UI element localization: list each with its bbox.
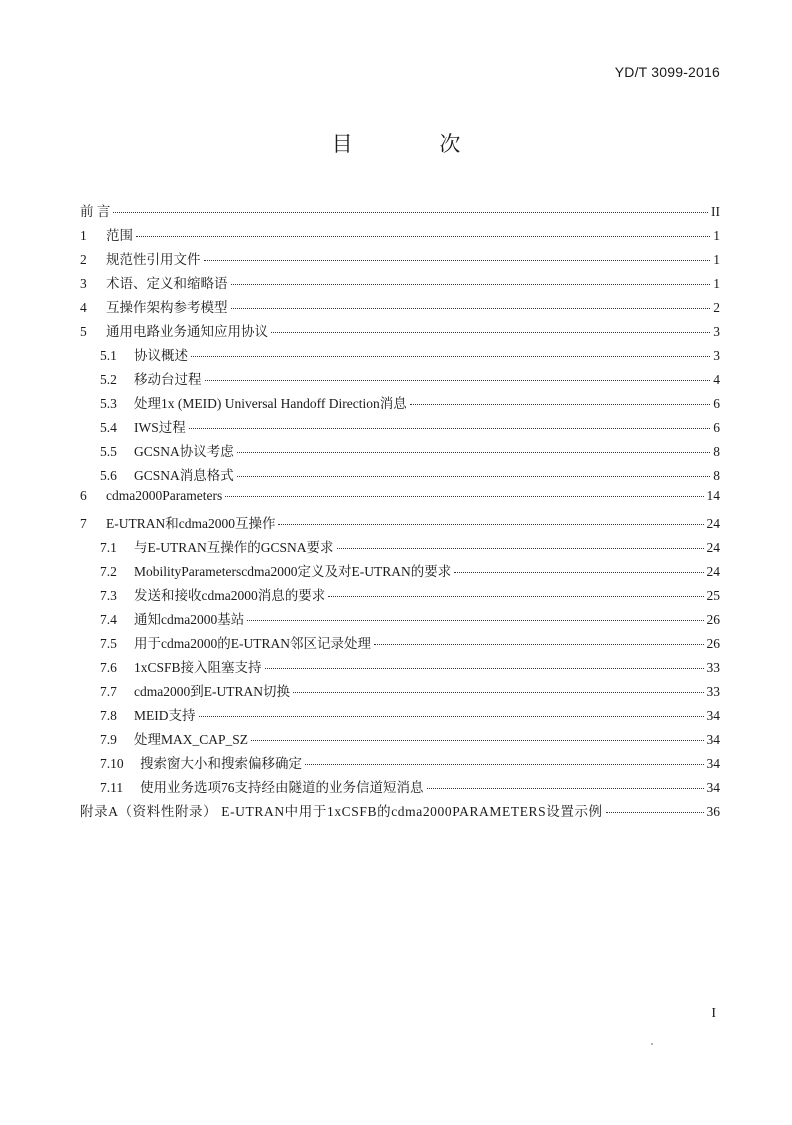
toc-entry-title: 移动台过程 bbox=[134, 372, 202, 387]
toc-entry-page: 33 bbox=[706, 660, 720, 675]
toc-entry-page: 25 bbox=[706, 588, 720, 603]
toc-entry-number: 4 bbox=[80, 300, 87, 315]
toc-entry-number: 5.6 bbox=[100, 468, 117, 483]
toc-entry-number: 6 bbox=[80, 488, 87, 503]
toc-leader-dots bbox=[237, 452, 710, 453]
toc-entry[interactable] bbox=[80, 320, 720, 344]
toc-entry[interactable] bbox=[80, 704, 720, 728]
toc-leader-dots bbox=[305, 764, 704, 765]
toc-entry-title: 与E-UTRAN互操作的GCSNA要求 bbox=[134, 540, 334, 555]
toc-entry-page: 4 bbox=[713, 372, 720, 387]
document-code: YD/T 3099-2016 bbox=[614, 64, 720, 80]
toc-leader-dots bbox=[247, 620, 703, 621]
toc-leader-dots bbox=[205, 380, 711, 381]
toc-entry-title: IWS过程 bbox=[134, 420, 186, 435]
toc-entry-page: 36 bbox=[706, 804, 720, 819]
toc-entry-title: 附录A（资料性附录） E-UTRAN中用于1xCSFB的cdma2000PARAMETERS设置示例 bbox=[80, 804, 603, 819]
toc-entry-page: 3 bbox=[713, 348, 720, 363]
toc-entry[interactable] bbox=[80, 536, 720, 560]
toc-entry-page: 34 bbox=[706, 708, 720, 723]
toc-entry-title: 前 言 bbox=[80, 204, 111, 219]
toc-entry-number: 7.5 bbox=[100, 636, 117, 651]
toc-entry-title: MEID支持 bbox=[134, 708, 196, 723]
toc-entry-title: 搜索窗大小和搜索偏移确定 bbox=[140, 756, 302, 771]
toc-entry-title: GCSNA协议考虑 bbox=[134, 444, 234, 459]
toc-entry-number: 5.2 bbox=[100, 372, 117, 387]
toc-entry-title: 规范性引用文件 bbox=[106, 252, 201, 267]
toc-entry-title: 1xCSFB接入阻塞支持 bbox=[134, 660, 262, 675]
toc-entry-title: 使用业务选项76支持经由隧道的业务信道短消息 bbox=[140, 780, 424, 795]
toc-entry[interactable] bbox=[80, 656, 720, 680]
toc-leader-dots bbox=[410, 404, 711, 405]
toc-entry-title: 范围 bbox=[106, 228, 133, 243]
toc-entry-title: 术语、定义和缩略语 bbox=[106, 276, 228, 291]
toc-entry[interactable] bbox=[80, 440, 720, 464]
toc-entry-number: 5.4 bbox=[100, 420, 117, 435]
toc-leader-dots bbox=[427, 788, 704, 789]
toc-entry[interactable] bbox=[80, 512, 720, 536]
toc-entry-title: 发送和接收cdma2000消息的要求 bbox=[134, 588, 326, 603]
toc-entry-page: 34 bbox=[706, 732, 720, 747]
toc-entry-title: cdma2000到E-UTRAN切换 bbox=[134, 684, 290, 699]
toc-entry[interactable] bbox=[80, 632, 720, 656]
toc-entry-title: MobilityParameterscdma2000定义及对E-UTRAN的要求 bbox=[134, 564, 452, 579]
toc-entry[interactable] bbox=[80, 416, 720, 440]
toc-entry-number: 2 bbox=[80, 252, 87, 267]
toc-entry-number: 7.3 bbox=[100, 588, 117, 603]
toc-entry[interactable] bbox=[80, 368, 720, 392]
toc-entry[interactable] bbox=[80, 584, 720, 608]
toc-entry[interactable] bbox=[80, 344, 720, 368]
scan-speck bbox=[651, 1043, 653, 1045]
toc-entry[interactable] bbox=[80, 248, 720, 272]
toc-entry-page: 1 bbox=[713, 228, 720, 243]
toc-entry[interactable] bbox=[80, 488, 720, 512]
toc-leader-dots bbox=[251, 740, 703, 741]
toc-entry[interactable] bbox=[80, 296, 720, 320]
toc-leader-dots bbox=[136, 236, 710, 237]
toc-entry-page: 1 bbox=[713, 276, 720, 291]
toc-entry[interactable] bbox=[80, 224, 720, 248]
toc-entry[interactable] bbox=[80, 272, 720, 296]
toc-entry-title: GCSNA消息格式 bbox=[134, 468, 234, 483]
toc-entry-number: 3 bbox=[80, 276, 87, 291]
toc-entry[interactable] bbox=[80, 200, 720, 224]
toc-entry-title: 处理1x (MEID) Universal Handoff Direction消息 bbox=[134, 396, 407, 411]
toc-entry-page: 26 bbox=[706, 636, 720, 651]
toc-leader-dots bbox=[231, 308, 711, 309]
toc-entry-page: 8 bbox=[713, 468, 720, 483]
toc-entry-title: 通用电路业务通知应用协议 bbox=[106, 324, 268, 339]
toc-entry-page: 2 bbox=[713, 300, 720, 315]
toc-leader-dots bbox=[191, 356, 710, 357]
toc-leader-dots bbox=[113, 212, 708, 213]
toc-entry-number: 7.11 bbox=[100, 780, 124, 795]
toc-entry-page: 6 bbox=[713, 420, 720, 435]
toc-entry[interactable] bbox=[80, 680, 720, 704]
toc-entry-title: 通知cdma2000基站 bbox=[134, 612, 245, 627]
toc-leader-dots bbox=[293, 692, 704, 693]
toc-entry-page: 34 bbox=[706, 780, 720, 795]
toc-entry[interactable] bbox=[80, 608, 720, 632]
toc-entry-page: 24 bbox=[706, 540, 720, 555]
toc-entry-number: 7.7 bbox=[100, 684, 117, 699]
toc-leader-dots bbox=[189, 428, 711, 429]
toc-entry-page: 26 bbox=[706, 612, 720, 627]
toc-entry-page: 6 bbox=[713, 396, 720, 411]
toc-entry[interactable] bbox=[80, 392, 720, 416]
toc-entry[interactable] bbox=[80, 752, 720, 776]
toc-leader-dots bbox=[231, 284, 711, 285]
toc-entry[interactable] bbox=[80, 560, 720, 584]
toc-leader-dots bbox=[225, 496, 703, 497]
toc-entry-title: 互操作架构参考模型 bbox=[106, 300, 228, 315]
toc-entry-number: 7.2 bbox=[100, 564, 117, 579]
toc-entry[interactable] bbox=[80, 800, 720, 824]
toc-entry-title: cdma2000Parameters bbox=[106, 488, 223, 503]
toc-entry-number: 7.1 bbox=[100, 540, 117, 555]
toc-entry-page: 8 bbox=[713, 444, 720, 459]
toc-entry-page: 33 bbox=[706, 684, 720, 699]
toc-entry-number: 7.10 bbox=[100, 756, 124, 771]
toc-entry-number: 5.1 bbox=[100, 348, 117, 363]
toc-entry-title: 处理MAX_CAP_SZ bbox=[134, 732, 249, 747]
toc-entry-page: 1 bbox=[713, 252, 720, 267]
toc-entry-number: 7.8 bbox=[100, 708, 117, 723]
toc-leader-dots bbox=[278, 524, 703, 525]
toc-entry-number: 5 bbox=[80, 324, 87, 339]
toc-entry-page: 24 bbox=[706, 564, 720, 579]
toc-leader-dots bbox=[199, 716, 704, 717]
toc-entry-number: 1 bbox=[80, 228, 87, 243]
toc-leader-dots bbox=[337, 548, 704, 549]
toc-entry-page: II bbox=[711, 204, 720, 219]
toc-entry-page: 34 bbox=[706, 756, 720, 771]
toc-entry[interactable] bbox=[80, 776, 720, 800]
toc-entry-title: 用于cdma2000的E-UTRAN邻区记录处理 bbox=[134, 636, 371, 651]
toc-entry-number: 7 bbox=[80, 516, 87, 531]
toc-entry-title: E-UTRAN和cdma2000互操作 bbox=[106, 516, 276, 531]
toc-entry-number: 5.5 bbox=[100, 444, 117, 459]
toc-leader-dots bbox=[606, 812, 704, 813]
toc-leader-dots bbox=[204, 260, 711, 261]
page-number: I bbox=[711, 1006, 716, 1021]
table-of-contents bbox=[80, 200, 720, 824]
toc-entry-page: 3 bbox=[713, 324, 720, 339]
toc-leader-dots bbox=[237, 476, 710, 477]
toc-entry-number: 7.9 bbox=[100, 732, 117, 747]
toc-leader-dots bbox=[374, 644, 704, 645]
toc-entry-number: 5.3 bbox=[100, 396, 117, 411]
toc-entry-title: 协议概述 bbox=[134, 348, 188, 363]
toc-leader-dots bbox=[265, 668, 704, 669]
toc-entry[interactable] bbox=[80, 464, 720, 488]
toc-leader-dots bbox=[454, 572, 703, 573]
toc-leader-dots bbox=[328, 596, 703, 597]
toc-entry[interactable] bbox=[80, 728, 720, 752]
toc-leader-dots bbox=[271, 332, 710, 333]
page-title: 目 次 bbox=[331, 132, 501, 156]
toc-entry-number: 7.6 bbox=[100, 660, 117, 675]
toc-entry-page: 14 bbox=[706, 488, 720, 503]
toc-entry-page: 24 bbox=[706, 516, 720, 531]
toc-entry-number: 7.4 bbox=[100, 612, 117, 627]
